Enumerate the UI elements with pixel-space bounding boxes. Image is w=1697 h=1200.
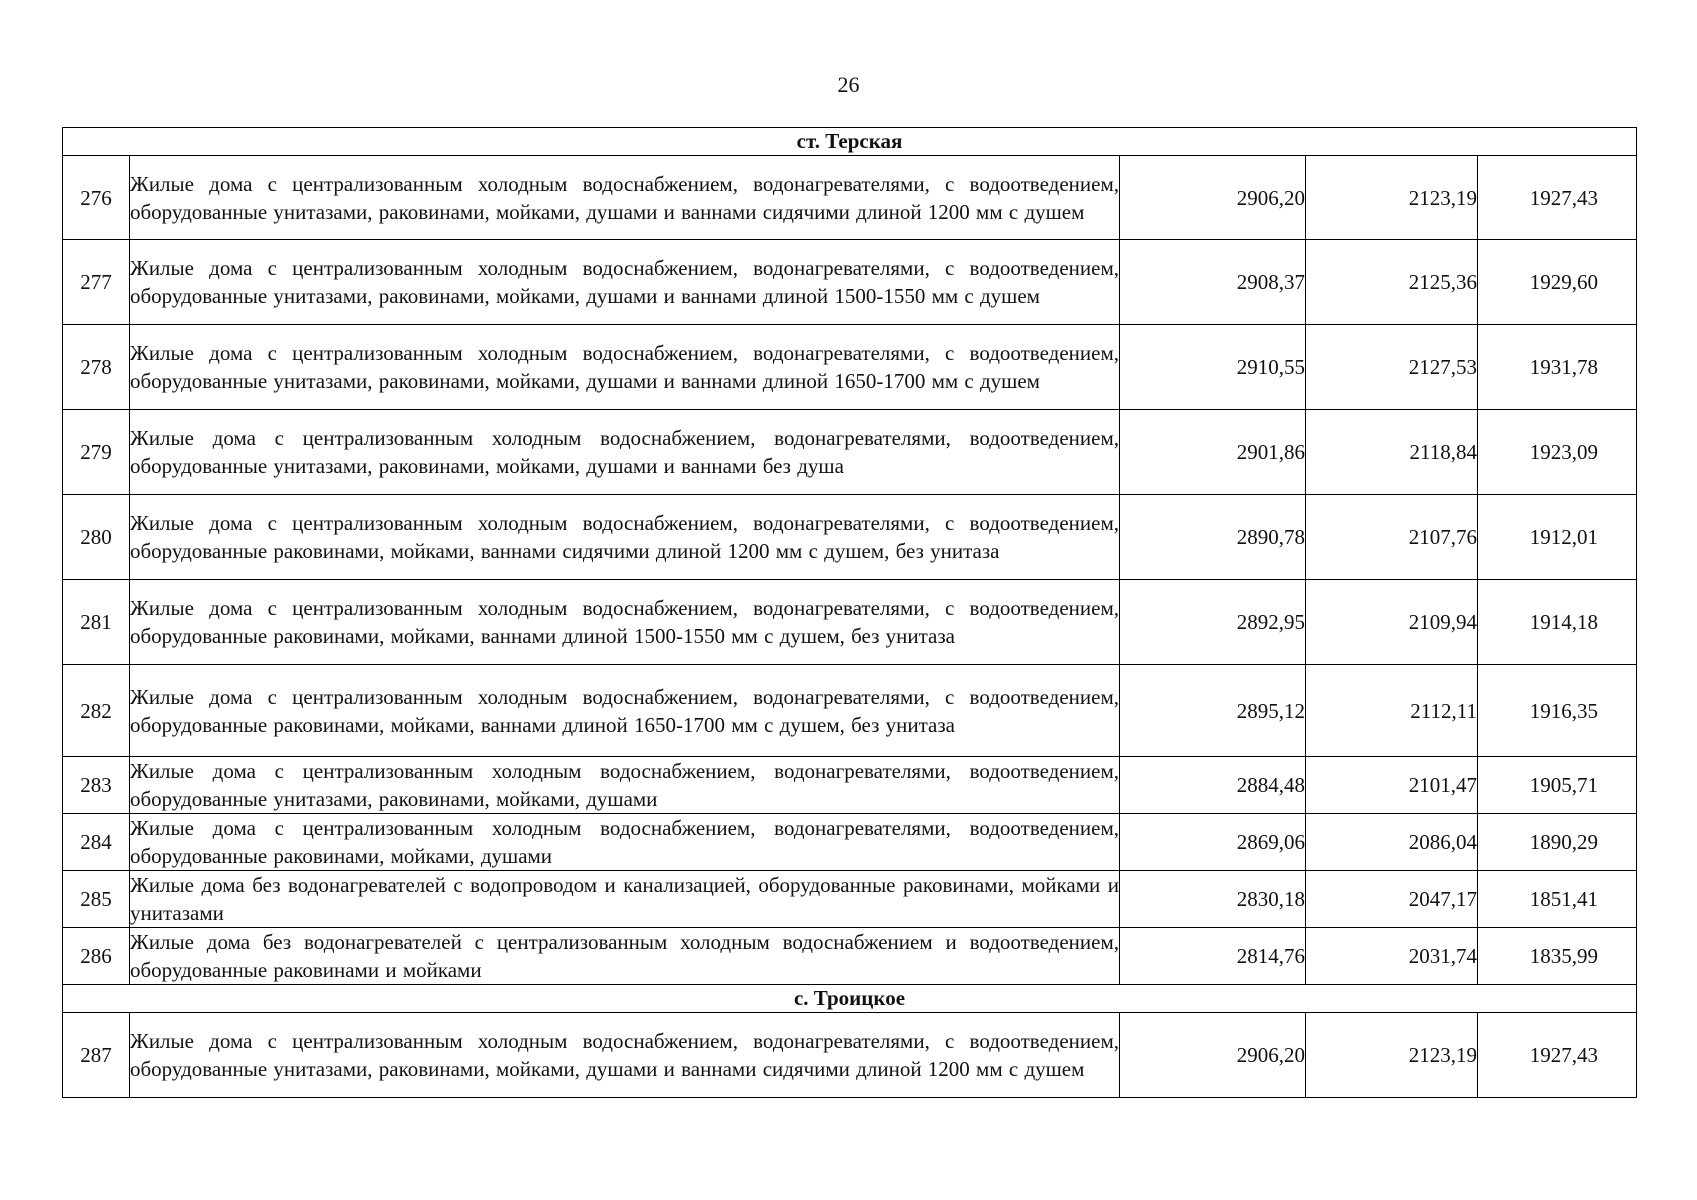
row-description: Жилые дома с централизованным холодным водоснабжением, водонагревателями, водоотведением, оборудованные унитазами, раковинами, мойками, душами <box>130 757 1120 814</box>
row-value-1: 2890,78 <box>1120 495 1306 580</box>
row-value-2: 2047,17 <box>1306 871 1478 928</box>
row-value-3: 1931,78 <box>1478 325 1637 410</box>
row-description: Жилые дома без водонагревателей с водопроводом и канализацией, оборудованные раковинами, мойками и унитазами <box>130 871 1120 928</box>
row-description: Жилые дома с централизованным холодным водоснабжением, водонагревателями, водоотведением, оборудованные унитазами, раковинами, мойками, душами и ваннами без душа <box>130 410 1120 495</box>
row-value-2: 2101,47 <box>1306 757 1478 814</box>
row-value-3: 1835,99 <box>1478 928 1637 985</box>
row-value-1: 2814,76 <box>1120 928 1306 985</box>
row-number: 280 <box>63 495 130 580</box>
row-value-3: 1905,71 <box>1478 757 1637 814</box>
row-number: 285 <box>63 871 130 928</box>
row-description: Жилые дома с централизованным холодным водоснабжением, водонагревателями, с водоотведением, оборудованные унитазами, раковинами, мойками, душами и ваннами длиной 1500-1550 мм с душем <box>130 240 1120 325</box>
table-row <box>63 871 1637 928</box>
table-row <box>63 156 1637 240</box>
row-value-1: 2830,18 <box>1120 871 1306 928</box>
table-row <box>63 1013 1637 1098</box>
row-value-3: 1916,35 <box>1478 665 1637 757</box>
row-value-2: 2123,19 <box>1306 156 1478 240</box>
row-value-1: 2895,12 <box>1120 665 1306 757</box>
row-value-1: 2901,86 <box>1120 410 1306 495</box>
row-value-2: 2127,53 <box>1306 325 1478 410</box>
row-value-2: 2112,11 <box>1306 665 1478 757</box>
row-number: 286 <box>63 928 130 985</box>
row-value-3: 1927,43 <box>1478 1013 1637 1098</box>
row-value-1: 2869,06 <box>1120 814 1306 871</box>
row-value-1: 2906,20 <box>1120 156 1306 240</box>
table-row <box>63 495 1637 580</box>
table-row <box>63 665 1637 757</box>
row-value-1: 2892,95 <box>1120 580 1306 665</box>
tariff-table <box>62 127 1637 1098</box>
row-value-3: 1923,09 <box>1478 410 1637 495</box>
section-title: с. Троицкое <box>63 985 1637 1013</box>
row-description: Жилые дома с централизованным холодным водоснабжением, водонагревателями, с водоотведением, оборудованные унитазами, раковинами, мойками, душами и ваннами сидячими длиной 1200 мм с душем <box>130 1013 1120 1098</box>
row-number: 276 <box>63 156 130 240</box>
row-value-3: 1912,01 <box>1478 495 1637 580</box>
row-description: Жилые дома с централизованным холодным водоснабжением, водонагревателями, с водоотведением, оборудованные унитазами, раковинами, мойками, душами и ваннами длиной 1650-1700 мм с душем <box>130 325 1120 410</box>
row-value-3: 1914,18 <box>1478 580 1637 665</box>
row-value-1: 2884,48 <box>1120 757 1306 814</box>
section-title: ст. Терская <box>63 128 1637 156</box>
page-number: 26 <box>837 72 860 97</box>
row-value-3: 1927,43 <box>1478 156 1637 240</box>
row-number: 278 <box>63 325 130 410</box>
row-value-2: 2118,84 <box>1306 410 1478 495</box>
row-value-1: 2910,55 <box>1120 325 1306 410</box>
row-value-3: 1851,41 <box>1478 871 1637 928</box>
row-number: 283 <box>63 757 130 814</box>
row-number: 281 <box>63 580 130 665</box>
table-row <box>63 325 1637 410</box>
row-value-2: 2109,94 <box>1306 580 1478 665</box>
row-value-2: 2125,36 <box>1306 240 1478 325</box>
row-value-1: 2908,37 <box>1120 240 1306 325</box>
row-value-2: 2107,76 <box>1306 495 1478 580</box>
table-row <box>63 240 1637 325</box>
table-row <box>63 928 1637 985</box>
row-description: Жилые дома с централизованным холодным водоснабжением, водонагревателями, с водоотведением, оборудованные унитазами, раковинами, мойками, душами и ваннами сидячими длиной 1200 мм с душем <box>130 156 1120 240</box>
row-number: 287 <box>63 1013 130 1098</box>
row-description: Жилые дома с централизованным холодным водоснабжением, водонагревателями, водоотведением, оборудованные раковинами, мойками, душами <box>130 814 1120 871</box>
section-header-row <box>63 985 1637 1013</box>
row-description: Жилые дома с централизованным холодным водоснабжением, водонагревателями, с водоотведением, оборудованные раковинами, мойками, ваннами длиной 1500-1550 мм с душем, без унитаза <box>130 580 1120 665</box>
section-header-row <box>63 128 1637 156</box>
row-number: 279 <box>63 410 130 495</box>
row-value-2: 2123,19 <box>1306 1013 1478 1098</box>
row-number: 284 <box>63 814 130 871</box>
row-number: 282 <box>63 665 130 757</box>
table-row <box>63 757 1637 814</box>
row-value-3: 1929,60 <box>1478 240 1637 325</box>
table-row <box>63 814 1637 871</box>
row-number: 277 <box>63 240 130 325</box>
row-value-1: 2906,20 <box>1120 1013 1306 1098</box>
row-value-3: 1890,29 <box>1478 814 1637 871</box>
row-description: Жилые дома с централизованным холодным водоснабжением, водонагревателями, с водоотведением, оборудованные раковинами, мойками, ваннами сидячими длиной 1200 мм с душем, без унитаза <box>130 495 1120 580</box>
row-value-2: 2086,04 <box>1306 814 1478 871</box>
table-row <box>63 580 1637 665</box>
table-row <box>63 410 1637 495</box>
row-value-2: 2031,74 <box>1306 928 1478 985</box>
row-description: Жилые дома с централизованным холодным водоснабжением, водонагревателями, с водоотведением, оборудованные раковинами, мойками, ваннами длиной 1650-1700 мм с душем, без унитаза <box>130 665 1120 757</box>
row-description: Жилые дома без водонагревателей с централизованным холодным водоснабжением и водоотведением, оборудованные раковинами и мойками <box>130 928 1120 985</box>
